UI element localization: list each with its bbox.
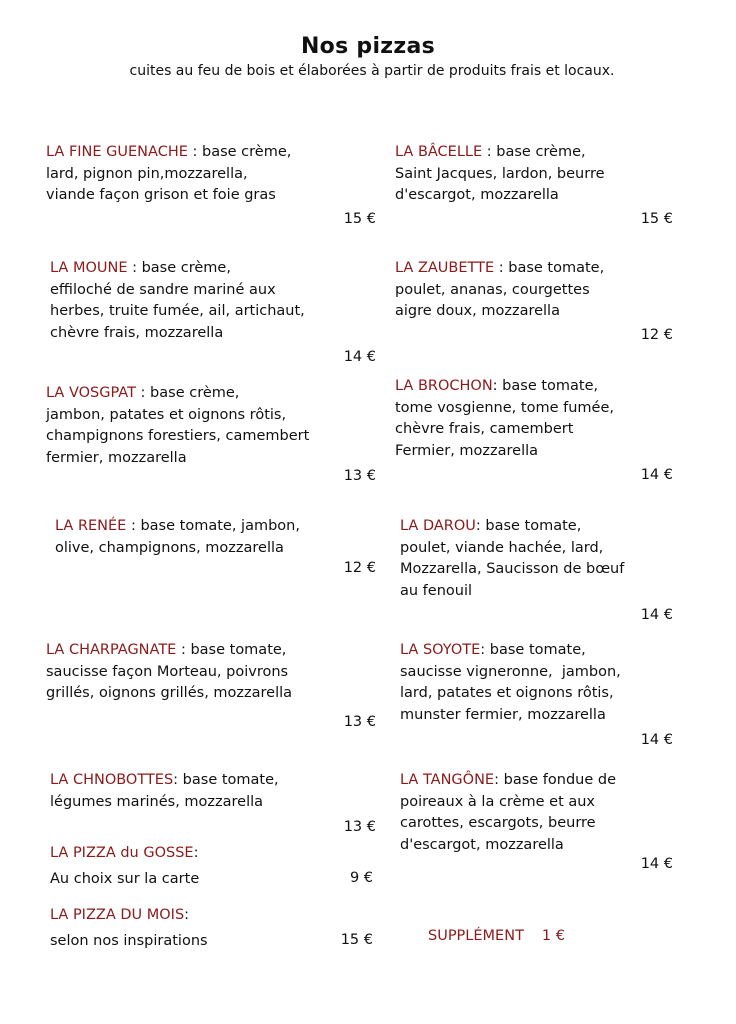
pizza-name: LA RENÉE	[55, 518, 127, 534]
pizza-description-line: poulet, viande hachée, lard,	[400, 539, 604, 556]
pizza-description-line: carottes, escargots, beurre	[400, 815, 596, 831]
pizza-price: 9 €	[349, 870, 373, 886]
pizza-name: LA PIZZA DU MOIS	[50, 907, 185, 923]
pizza-description-line: au fenouil	[400, 582, 473, 599]
pizza-description-line: chèvre frais, camembert	[395, 421, 574, 437]
pizza-item	[50, 843, 373, 890]
pizza-price: 13 €	[343, 714, 376, 730]
pizza-name: LA BROCHON	[395, 378, 493, 394]
pizza-description-line: d'escargot, mozzarella	[395, 187, 559, 203]
pizza-item	[55, 516, 376, 580]
pizza-description-line: effiloché de sandre mariné aux	[50, 281, 276, 298]
pizza-description-line: munster fermier, mozzarella	[400, 706, 606, 723]
pizza-name-separator: :	[126, 518, 141, 534]
pizza-description-line: saucisse façon Morteau, poivrons	[46, 663, 289, 680]
pizza-description-line: Mozzarella, Saucisson de bœuf	[400, 561, 625, 577]
pizza-description-line: base tomate,	[190, 642, 287, 658]
pizza-description-line: fermier, mozzarella	[46, 449, 187, 466]
pizza-price: 15 €	[640, 211, 673, 227]
pizza-price: 13 €	[343, 468, 376, 484]
page-subtitle: cuites au feu de bois et élaborées à partir de produits frais et locaux.	[129, 63, 615, 79]
pizza-description-line: Fermier, mozzarella	[395, 442, 539, 459]
pizza-description-line: base fondue de	[503, 772, 616, 788]
pizza-name-separator: :	[173, 772, 183, 788]
pizza-name-separator: :	[135, 385, 151, 401]
pizza-price: 15 €	[343, 211, 376, 227]
pizza-name-separator: :	[187, 144, 202, 160]
pizza-description-line: tome vosgienne, tome fumée,	[395, 399, 614, 416]
pizza-price: 14 €	[640, 607, 673, 623]
pizza-description-line: chèvre frais, mozzarella	[50, 324, 224, 341]
pizza-description-line: jambon, patates et oignons rôtis,	[46, 406, 287, 423]
pizza-description-line: Au choix sur la carte	[50, 870, 200, 887]
pizza-name: LA SOYOTE	[400, 642, 481, 658]
pizza-item	[46, 142, 376, 231]
pizza-description-line: grillés, oignons grillés, mozzarella	[46, 685, 293, 701]
pizza-description-line: base tomate, jambon,	[140, 518, 300, 534]
pizza-price: 14 €	[640, 856, 673, 872]
pizza-description-line: base crème,	[150, 385, 240, 401]
pizza-description-line: base crème,	[141, 260, 231, 276]
pizza-description-line: légumes marinés, mozzarella	[50, 793, 264, 810]
pizza-name: LA MOUNE	[50, 260, 128, 276]
pizza-item	[400, 640, 673, 752]
pizza-description-line: champignons forestiers, camembert	[46, 428, 310, 444]
pizza-name-separator: :	[480, 642, 490, 658]
pizza-item	[50, 905, 373, 952]
pizza-name: LA DAROU	[400, 518, 476, 534]
supplement-price: 1 €	[541, 928, 565, 944]
pizza-description-line: Saint Jacques, lardon, beurre	[395, 165, 605, 182]
pizza-description-line: d'escargot, mozzarella	[400, 836, 564, 853]
pizza-description-line: lard, patates et oignons rôtis,	[400, 685, 614, 701]
pizza-description-line: herbes, truite fumée, ail, artichaut,	[50, 303, 305, 319]
pizza-description-line: base tomate,	[508, 260, 605, 276]
pizza-name-separator: :	[482, 144, 497, 160]
pizza-description-line: selon nos inspirations	[50, 932, 208, 949]
pizza-name: LA BÂCELLE	[395, 144, 483, 160]
pizza-description-line: aigre doux, mozzarella	[395, 303, 560, 319]
pizza-name: LA ZAUBETTE	[395, 260, 495, 276]
pizza-name-separator: :	[494, 772, 504, 788]
pizza-price: 14 €	[343, 349, 376, 365]
pizza-name-separator: :	[127, 260, 142, 276]
pizza-name: LA VOSGPAT	[46, 385, 136, 401]
pizza-item	[395, 258, 673, 347]
pizza-item	[395, 376, 673, 487]
pizza-description-line: lard, pignon pin,mozzarella,	[46, 165, 248, 182]
pizza-item	[400, 516, 673, 627]
pizza-item	[395, 142, 673, 231]
pizza-item	[46, 640, 376, 734]
pizza-item	[50, 258, 376, 369]
pizza-name-separator: :	[176, 642, 191, 658]
pizza-description-line: base crème,	[496, 144, 586, 160]
pizza-price: 12 €	[640, 327, 673, 343]
pizza-name: LA CHARPAGNATE	[46, 642, 177, 658]
pizza-description-line: olive, champignons, mozzarella	[55, 539, 284, 556]
pizza-name: LA PIZZA du GOSSE	[50, 845, 194, 861]
pizza-description-line: base tomate,	[489, 642, 586, 658]
pizza-item	[400, 770, 673, 876]
pizza-name: LA TANGÔNE	[400, 772, 495, 788]
pizza-name-separator: :	[492, 378, 503, 394]
pizza-description-line: base tomate,	[502, 378, 599, 394]
pizza-description-line: base crème,	[202, 144, 292, 160]
pizza-price: 14 €	[640, 732, 673, 748]
supplement-label: SUPPLÉMENT	[428, 928, 524, 944]
pizza-item	[50, 770, 376, 839]
pizza-price: 15 €	[340, 932, 373, 948]
pizza-description-line: viande façon grison et foie gras	[46, 187, 276, 203]
pizza-name: LA CHNOBOTTES	[50, 772, 174, 788]
pizza-name-separator: :	[193, 845, 199, 861]
pizza-name-separator: :	[184, 907, 190, 923]
pizza-description-line: base tomate,	[485, 518, 582, 534]
pizza-price: 13 €	[343, 819, 376, 835]
pizza-description-line: poireaux à la crème et aux	[400, 793, 596, 810]
pizza-price: 12 €	[343, 560, 376, 576]
pizza-price: 14 €	[640, 467, 673, 483]
supplement	[428, 928, 565, 944]
pizza-name: LA FINE GUENACHE	[46, 144, 188, 160]
pizza-description-line: saucisse vigneronne, jambon,	[400, 663, 621, 680]
pizza-name-separator: :	[494, 260, 509, 276]
pizza-item	[46, 383, 376, 488]
pizza-name-separator: :	[475, 518, 486, 534]
pizza-description-line: poulet, ananas, courgettes	[395, 281, 590, 298]
page-title: Nos pizzas	[300, 34, 436, 59]
pizza-description-line: base tomate,	[182, 772, 279, 788]
